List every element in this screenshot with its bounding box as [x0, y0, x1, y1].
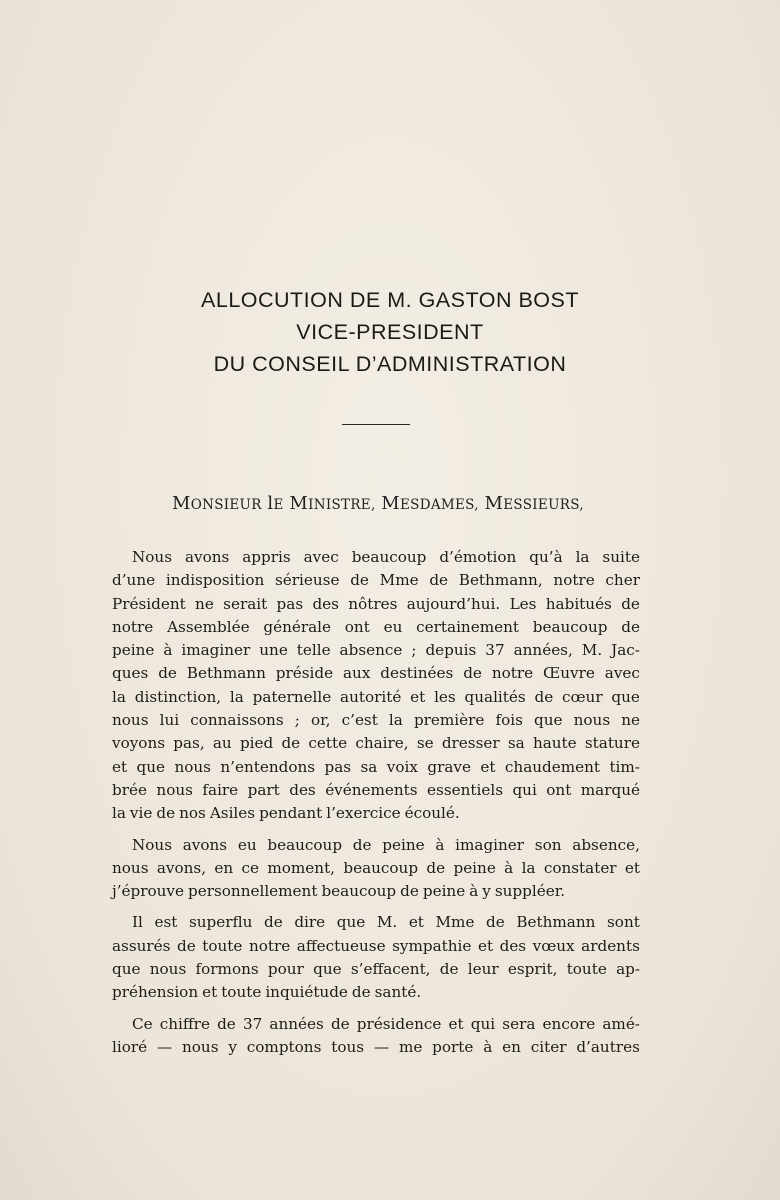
- text-line: d’une indisposition sérieuse de Mme de Bethmann, notre cher: [112, 571, 640, 590]
- text-line: préhension et toute inquiétude de santé.: [112, 983, 422, 1002]
- paragraph: [112, 834, 640, 904]
- title-line-3: DU CONSEIL D’ADMINISTRATION: [213, 352, 567, 376]
- title-line-2: VICE-PRESIDENT: [296, 320, 484, 344]
- text-line: j’éprouve personnellement beaucoup de peine à y suppléer.: [112, 882, 566, 901]
- title-line-1: ALLOCUTION DE M. GASTON BOST: [201, 288, 579, 312]
- text-line: nous lui connaissons ; or, c’est la première fois que nous ne: [112, 711, 640, 730]
- text-line: brée nous faire part des événements essentiels qui ont marqué: [112, 780, 640, 799]
- text-line: Ce chiffre de 37 années de présidence et qui sera encore amé-: [132, 1014, 640, 1033]
- paragraph: [112, 546, 640, 826]
- text-line: Nous avons eu beaucoup de peine à imaginer son absence,: [132, 835, 640, 854]
- salutation: MONSIEUR lE MINISTRE, MESDAMES, MESSIEURS,: [172, 493, 584, 514]
- text-line: Il est superflu de dire que M. et Mme de Bethmann sont: [132, 913, 640, 932]
- speech-body: [112, 546, 640, 1067]
- title-divider: [342, 424, 410, 425]
- text-line: et que nous n’entendons pas sa voix grave et chaudement tim-: [112, 757, 640, 776]
- text-line: que nous formons pour que s’effacent, de leur esprit, toute ap-: [112, 960, 640, 979]
- text-line: Nous avons appris avec beaucoup d’émotion qu’à la suite: [132, 548, 640, 566]
- paragraph: [112, 911, 640, 1004]
- text-line: la distinction, la paternelle autorité et les qualités de cœur que: [112, 687, 640, 706]
- text-line: Président ne serait pas des nôtres aujourd’hui. Les habitués de: [112, 594, 640, 613]
- paragraph: [112, 1013, 640, 1060]
- text-line: peine à imaginer une telle absence ; depuis 37 années, M. Jac-: [112, 641, 640, 660]
- text-line: la vie de nos Asiles pendant l’exercice écoulé.: [112, 804, 460, 823]
- page-title: [0, 284, 780, 380]
- text-line: assurés de toute notre affectueuse sympathie et des vœux ardents: [112, 936, 640, 955]
- text-line: voyons pas, au pied de cette chaire, se dresser sa haute stature: [112, 734, 640, 753]
- text-line: ques de Bethmann préside aux destinées de notre Œuvre avec: [112, 664, 640, 683]
- text-line: nous avons, en ce moment, beaucoup de peine à la constater et: [112, 858, 640, 877]
- text-line: lioré — nous y comptons tous — me porte à en citer d’autres: [112, 1037, 640, 1056]
- text-line: notre Assemblée générale ont eu certainement beaucoup de: [112, 617, 640, 636]
